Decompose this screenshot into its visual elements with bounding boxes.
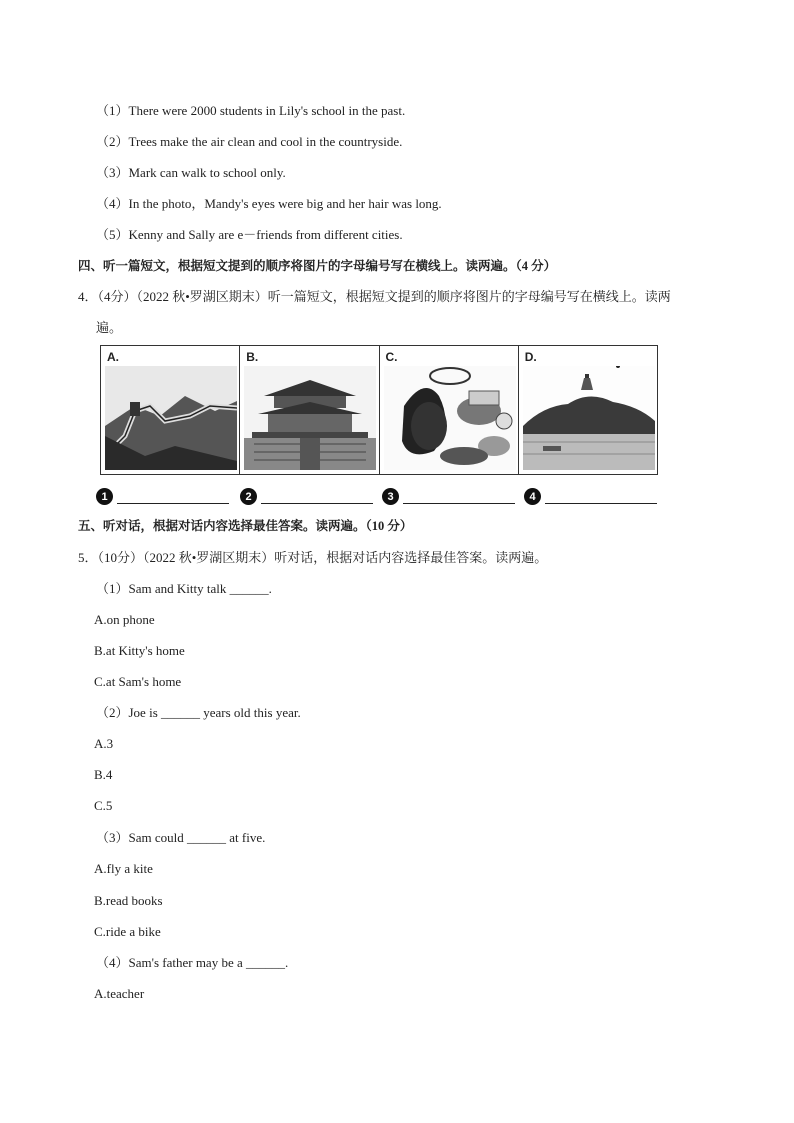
panel-d-label: D. bbox=[524, 350, 537, 364]
panel-b-label: B. bbox=[246, 350, 259, 364]
panel-d bbox=[519, 346, 657, 474]
number-badge-2: 2 bbox=[240, 488, 257, 505]
panel-c-label: C. bbox=[385, 350, 398, 364]
question-4-text: 4．（4分）（2022 秋•罗湖区期末）听一篇短文，根据短文提到的顺序将图片的字母编号写在横线上。读两 bbox=[78, 289, 671, 304]
statement-5: （5）Kenny and Sally are e－friends from different cities. bbox=[96, 227, 403, 242]
picture-panels bbox=[100, 345, 658, 475]
q1-option-b[interactable]: B.at Kitty's home bbox=[94, 643, 185, 658]
statement-1: （1）There were 2000 students in Lily's school in the past. bbox=[96, 103, 406, 118]
section-4-heading: 四、听一篇短文，根据短文提到的顺序将图片的字母编号写在横线上。读两遍。（4 分） bbox=[78, 259, 557, 273]
statement-3: （3）Mark can walk to school only. bbox=[96, 165, 286, 180]
panel-b bbox=[240, 346, 379, 474]
q2-option-c[interactable]: C.5 bbox=[94, 798, 113, 813]
q1-option-a[interactable]: A.on phone bbox=[94, 612, 155, 627]
section-5-heading: 五、听对话，根据对话内容选择最佳答案。读两遍。（10 分） bbox=[78, 519, 413, 533]
question-4-text-cont: 遍。 bbox=[96, 320, 123, 335]
q1-option-c[interactable]: C.at Sam's home bbox=[94, 674, 182, 689]
q4-option-a[interactable]: A.teacher bbox=[94, 986, 145, 1001]
q3-option-b[interactable]: B.read books bbox=[94, 893, 163, 908]
statement-2: （2）Trees make the air clean and cool in the countryside. bbox=[96, 134, 403, 149]
roast-duck-photo-icon bbox=[384, 366, 516, 470]
number-badge-4: 4 bbox=[524, 488, 541, 505]
palace-photo-icon bbox=[244, 366, 376, 470]
sub-question-1: （1）Sam and Kitty talk ______. bbox=[96, 581, 272, 596]
answer-2[interactable] bbox=[240, 488, 373, 505]
sub-question-2: （2）Joe is ______ years old this year. bbox=[96, 705, 301, 720]
beihai-park-photo-icon bbox=[523, 366, 655, 470]
sub-question-4: （4）Sam's father may be a ______. bbox=[96, 955, 289, 970]
answer-blank-3[interactable] bbox=[403, 489, 515, 504]
q3-option-a[interactable]: A.fly a kite bbox=[94, 861, 153, 876]
great-wall-photo-icon bbox=[105, 366, 237, 470]
answer-1[interactable] bbox=[96, 488, 229, 505]
number-badge-3: 3 bbox=[382, 488, 399, 505]
sub-question-3: （3）Sam could ______ at five. bbox=[96, 830, 266, 845]
panel-c bbox=[380, 346, 519, 474]
q2-option-a[interactable]: A.3 bbox=[94, 736, 114, 751]
answer-blank-1[interactable] bbox=[117, 489, 229, 504]
answer-3[interactable] bbox=[382, 488, 515, 505]
q3-option-c[interactable]: C.ride a bike bbox=[94, 924, 161, 939]
answer-blank-4[interactable] bbox=[545, 489, 657, 504]
answer-blanks bbox=[96, 488, 666, 508]
number-badge-1: 1 bbox=[96, 488, 113, 505]
q2-option-b[interactable]: B.4 bbox=[94, 767, 113, 782]
statement-4: （4）In the photo，Mandy's eyes were big and her hair was long. bbox=[96, 196, 442, 211]
panel-a bbox=[101, 346, 240, 474]
panel-a-label: A. bbox=[107, 350, 119, 364]
question-5-text: 5．（10分）（2022 秋•罗湖区期末）听对话，根据对话内容选择最佳答案。读两遍。 bbox=[78, 550, 548, 565]
answer-blank-2[interactable] bbox=[261, 489, 373, 504]
answer-4[interactable] bbox=[524, 488, 657, 505]
